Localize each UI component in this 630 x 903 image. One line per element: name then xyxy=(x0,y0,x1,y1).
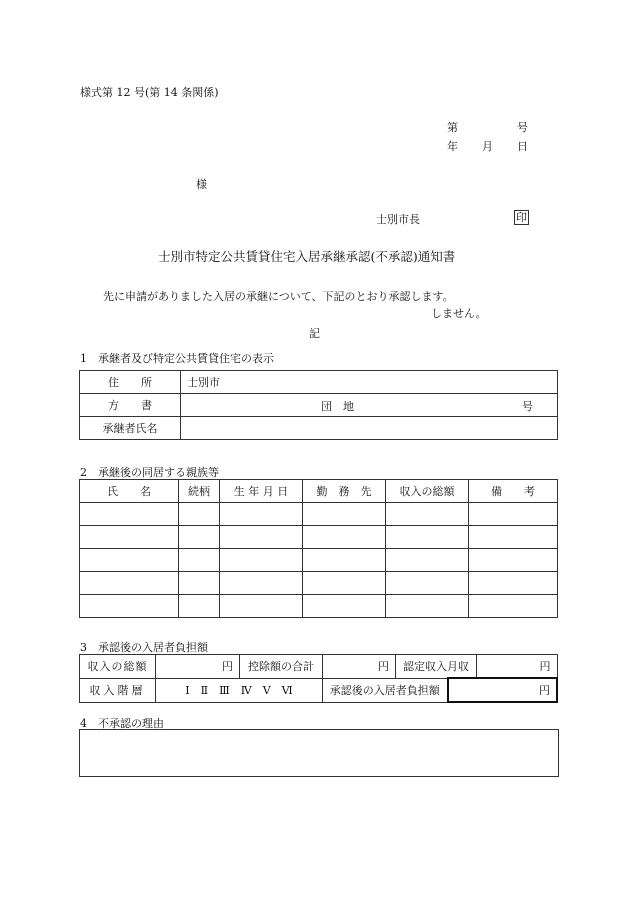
header-name: 氏 名 xyxy=(80,480,179,503)
deduction-value[interactable]: 円 xyxy=(323,655,396,679)
monthly-income-cell xyxy=(396,655,558,679)
table-cell[interactable] xyxy=(220,526,303,549)
header-remarks: 備 考 xyxy=(469,480,558,503)
section1-heading: 1 承継者及び特定公共賃貸住宅の表示 xyxy=(80,352,274,365)
table-row xyxy=(80,678,558,702)
successor-name-value[interactable] xyxy=(181,417,558,440)
burden-table xyxy=(79,654,558,703)
monthly-income-label: 認定収入月収 xyxy=(396,655,477,677)
burden-label: 承認後の入居者負担額 xyxy=(323,678,448,702)
ki-label: 記 xyxy=(309,327,320,340)
table-cell[interactable] xyxy=(220,595,303,618)
form-number: 様式第 12 号(第 14 条関係) xyxy=(80,86,219,99)
table-cell[interactable] xyxy=(469,572,558,595)
rejection-reason-box[interactable] xyxy=(79,729,559,777)
table-header-row xyxy=(80,480,558,503)
income-class-label: 収入階層 xyxy=(80,678,156,702)
table-row xyxy=(80,371,558,394)
table-cell[interactable] xyxy=(179,526,220,549)
income-class-options[interactable]: Ⅰ Ⅱ Ⅲ Ⅳ Ⅴ Ⅵ xyxy=(156,678,323,702)
table-row xyxy=(80,417,558,440)
table-row xyxy=(80,595,558,618)
table-row xyxy=(80,572,558,595)
table-cell[interactable] xyxy=(303,503,386,526)
total-income-label: 収入の総額 xyxy=(80,655,156,679)
table-cell[interactable] xyxy=(80,503,179,526)
table-cell[interactable] xyxy=(179,549,220,572)
table-row xyxy=(80,655,558,679)
day-label: 日 xyxy=(517,140,528,153)
table-cell[interactable] xyxy=(80,595,179,618)
table-cell[interactable] xyxy=(386,595,469,618)
body-alternative: しません。 xyxy=(431,307,487,320)
table-cell[interactable] xyxy=(80,526,179,549)
issuer: 士別市長 xyxy=(376,213,420,226)
section2-heading: 2 承継後の同居する親族等 xyxy=(80,466,219,479)
header-workplace: 勤 務 先 xyxy=(303,480,386,503)
table-cell[interactable] xyxy=(80,572,179,595)
type-value[interactable] xyxy=(181,394,558,417)
table-cell[interactable] xyxy=(303,572,386,595)
monthly-income-value[interactable]: 円 xyxy=(539,660,551,673)
table-cell[interactable] xyxy=(179,572,220,595)
address-value[interactable]: 士別市 xyxy=(181,371,558,394)
room-number-suffix: 号 xyxy=(522,400,533,413)
table-cell[interactable] xyxy=(303,549,386,572)
type-label: 方 書 xyxy=(80,394,181,417)
table-cell[interactable] xyxy=(220,503,303,526)
header-birthdate: 生 年 月 日 xyxy=(220,480,303,503)
table-row xyxy=(80,503,558,526)
table-row xyxy=(80,394,558,417)
number-label: 第 xyxy=(447,121,458,134)
section3-heading: 3 承認後の入居者負担額 xyxy=(80,641,208,654)
month-label: 月 xyxy=(482,140,493,153)
addressee-suffix: 様 xyxy=(196,178,207,191)
document-title: 士別市特定公共賃貸住宅入居承継承認(不承認)通知書 xyxy=(158,249,456,264)
year-label: 年 xyxy=(447,140,458,153)
deduction-label: 控除額の合計 xyxy=(240,655,323,679)
table-cell[interactable] xyxy=(303,526,386,549)
header-income: 収入の総額 xyxy=(386,480,469,503)
total-income-value[interactable]: 円 xyxy=(156,655,240,679)
section1-table xyxy=(79,370,558,440)
table-row xyxy=(80,549,558,572)
seal-mark: 印 xyxy=(516,211,527,224)
section4-heading: 4 不承認の理由 xyxy=(80,717,164,730)
table-cell[interactable] xyxy=(179,503,220,526)
number-suffix: 号 xyxy=(517,121,528,134)
table-cell[interactable] xyxy=(469,549,558,572)
address-label: 住 所 xyxy=(80,371,181,394)
family-table xyxy=(79,479,558,618)
table-row xyxy=(80,526,558,549)
table-cell[interactable] xyxy=(220,572,303,595)
danchi-label: 団 地 xyxy=(321,400,354,413)
table-cell[interactable] xyxy=(386,549,469,572)
successor-name-label: 承継者氏名 xyxy=(80,417,181,440)
header-relationship: 続柄 xyxy=(179,480,220,503)
table-cell[interactable] xyxy=(303,595,386,618)
table-cell[interactable] xyxy=(80,549,179,572)
table-cell[interactable] xyxy=(179,595,220,618)
table-cell[interactable] xyxy=(469,595,558,618)
burden-value[interactable]: 円 xyxy=(448,678,558,702)
table-cell[interactable] xyxy=(469,503,558,526)
table-cell[interactable] xyxy=(386,572,469,595)
table-cell[interactable] xyxy=(220,549,303,572)
table-cell[interactable] xyxy=(386,503,469,526)
table-cell[interactable] xyxy=(386,526,469,549)
body-text: 先に申請がありました入居の承継について、下記のとおり承認します。 xyxy=(103,290,454,303)
table-cell[interactable] xyxy=(469,526,558,549)
